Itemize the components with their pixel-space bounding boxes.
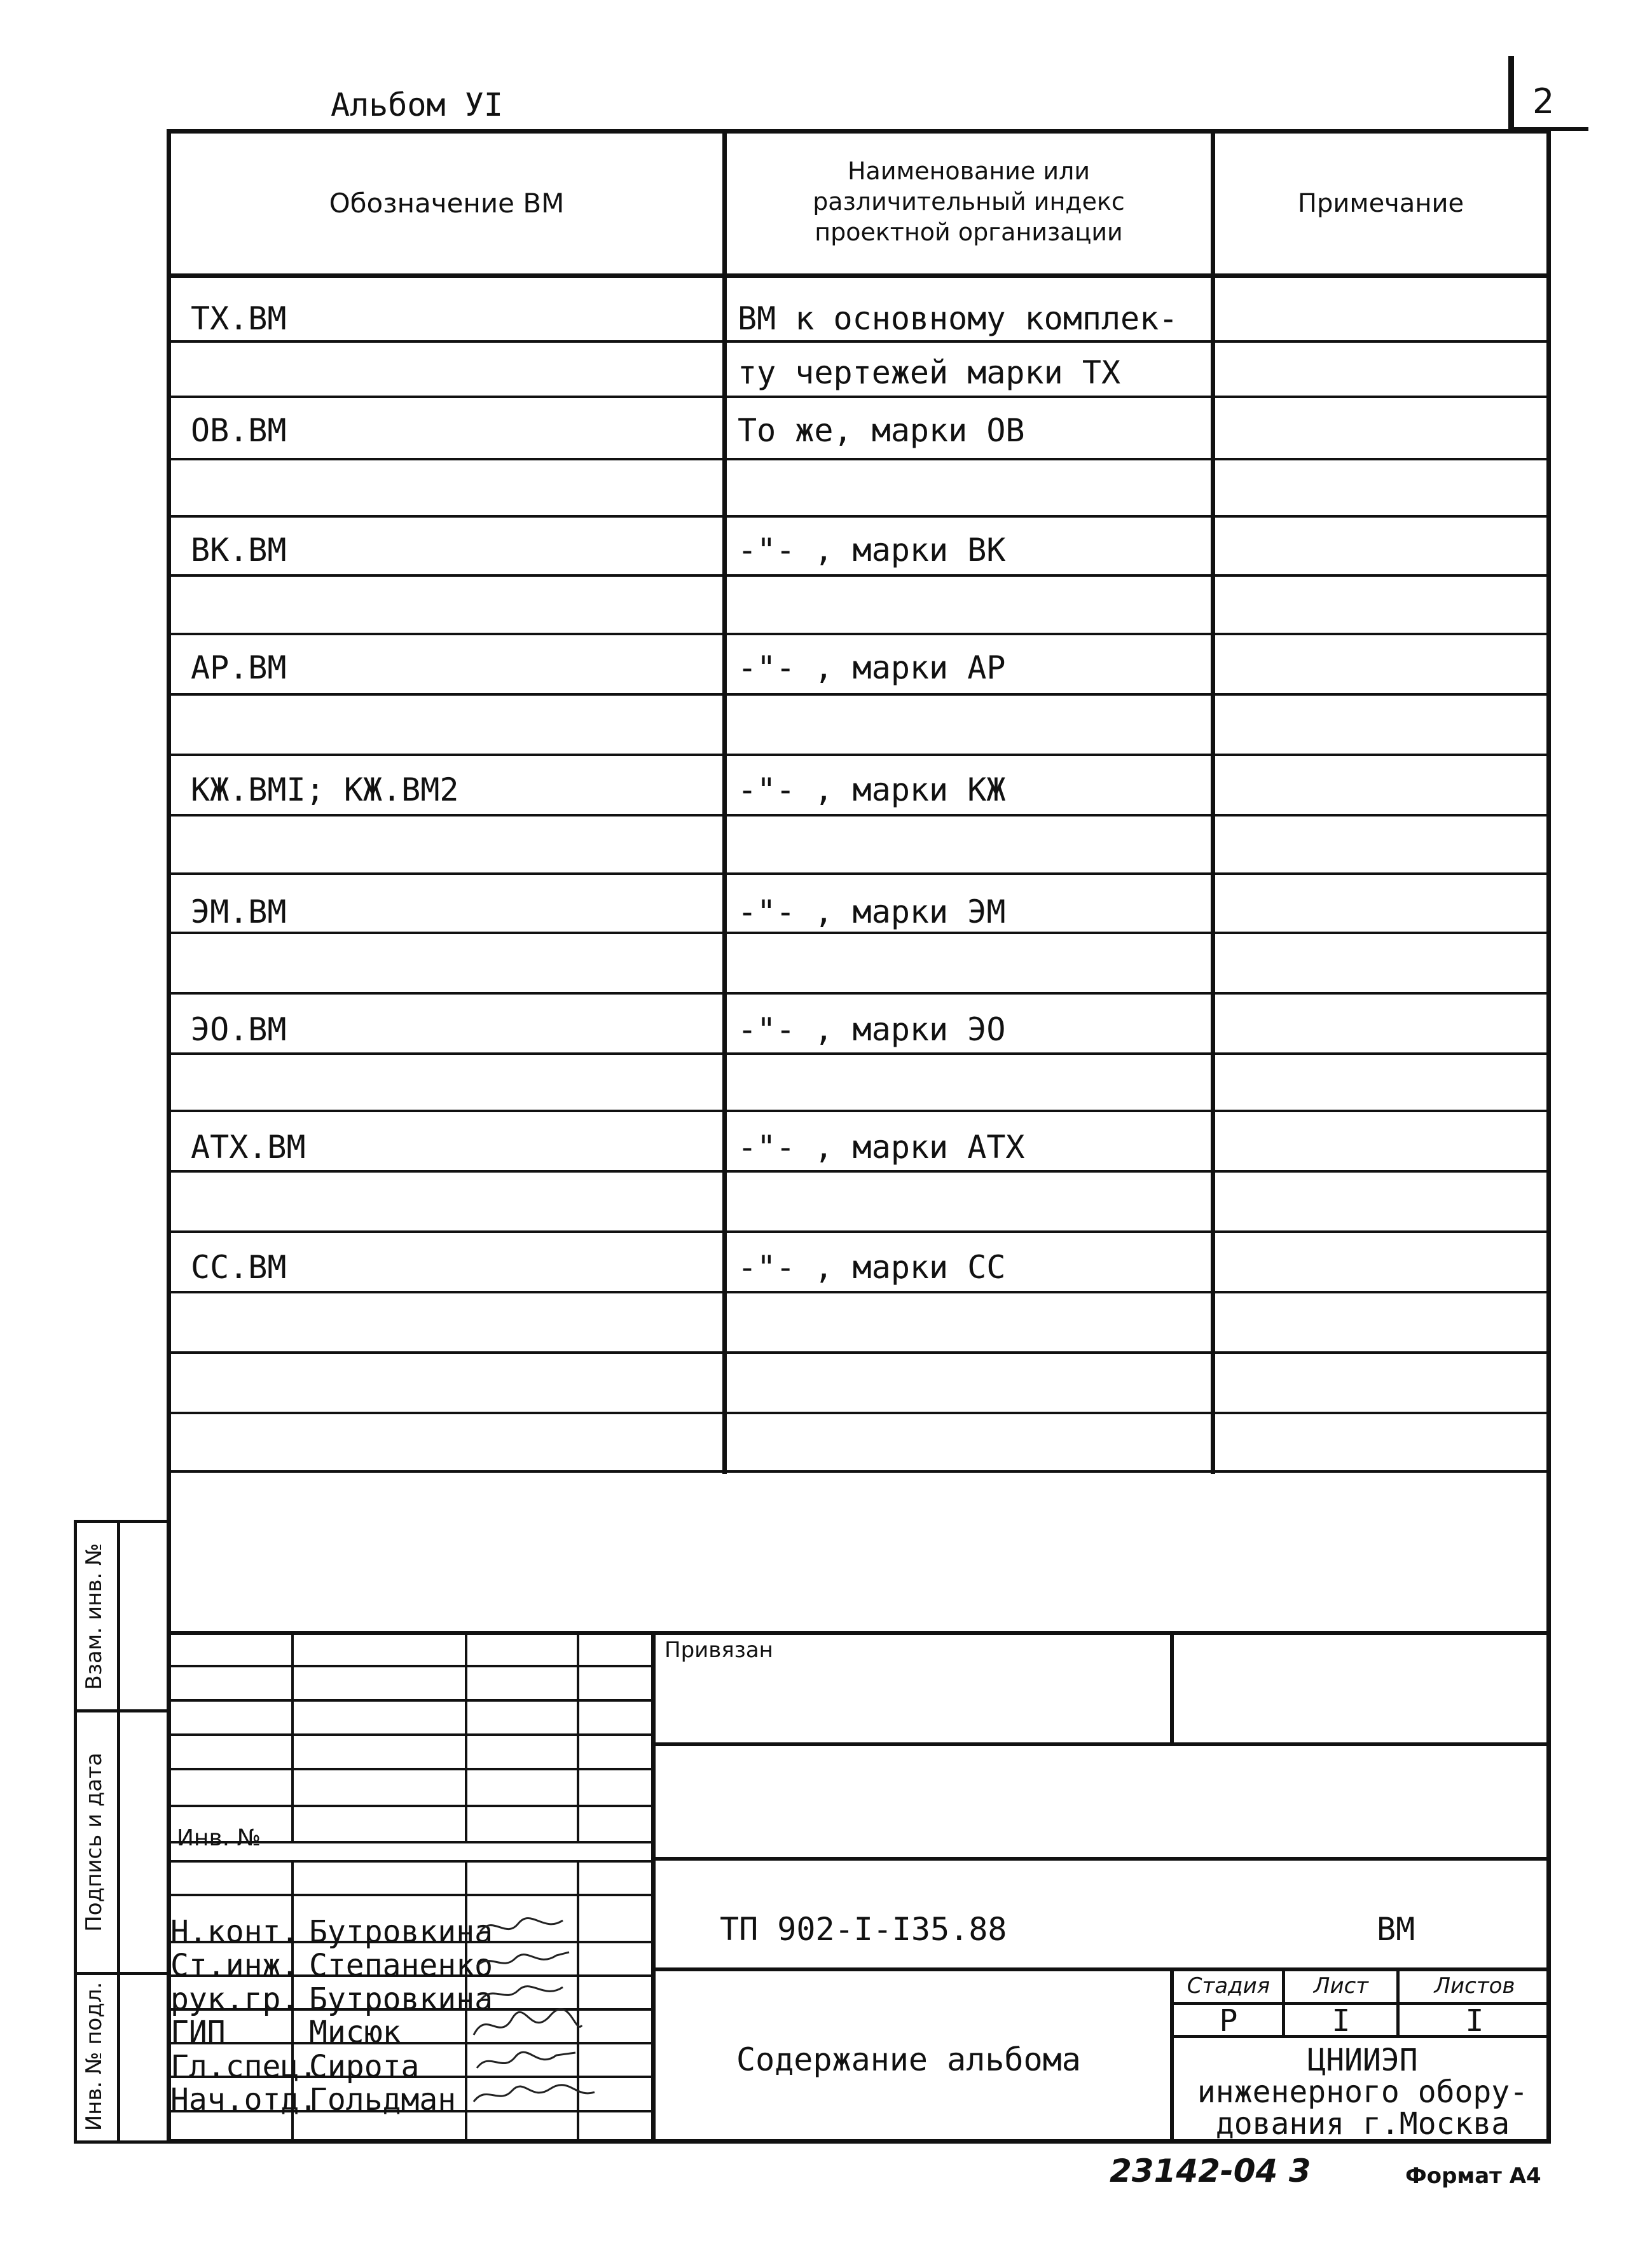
table-row-line bbox=[171, 754, 1546, 756]
org-line-2: инженерного обору- bbox=[1197, 2074, 1529, 2110]
signature-grid-line bbox=[171, 1733, 651, 1736]
table-row-line bbox=[171, 1291, 1546, 1293]
table-row-line bbox=[171, 1052, 1546, 1055]
row-code: СС.ВМ bbox=[191, 1249, 287, 1286]
signer-name: Гольдман bbox=[309, 2082, 457, 2118]
signer-role: Н.конт. bbox=[170, 1914, 299, 1950]
row-name: -"- , марки АР bbox=[738, 649, 1006, 686]
handwritten-signatures bbox=[467, 1908, 652, 2143]
frame-top-border bbox=[167, 129, 1551, 134]
table-row-line bbox=[171, 1170, 1546, 1173]
table-header-bottom-border bbox=[167, 273, 1551, 278]
row-code: КЖ.ВМI; КЖ.ВМ2 bbox=[191, 771, 459, 808]
header-note: Примечание bbox=[1297, 189, 1464, 218]
signer-role: Ст.инж. bbox=[170, 1948, 299, 1983]
inv-no-label: Инв. № bbox=[177, 1825, 261, 1851]
header-name-line3: проектной организации bbox=[815, 218, 1123, 246]
stage-block-left bbox=[1170, 1967, 1174, 2144]
signature-scribble bbox=[474, 2009, 582, 2035]
signer-role: ГИП bbox=[170, 2015, 226, 2050]
privyazan-divider bbox=[1170, 1631, 1174, 1746]
row-code: ВК.ВМ bbox=[191, 532, 287, 568]
handwritten-number: 23142-04 3 bbox=[1110, 2153, 1311, 2189]
row-name: -"- , марки ЭМ bbox=[738, 893, 1006, 930]
org-line-3: дования г.Москва bbox=[1215, 2106, 1510, 2142]
row-code: ЭО.ВМ bbox=[191, 1011, 287, 1048]
row-name: -"- , марки ВК bbox=[738, 532, 1006, 568]
side-stamp-inner-line bbox=[117, 1520, 120, 2144]
signature-grid-line bbox=[171, 1894, 651, 1896]
header-name-line1: Наименование или bbox=[847, 157, 1091, 185]
doc-code-bottom bbox=[651, 1967, 1551, 1971]
row-code: АТХ.ВМ bbox=[191, 1129, 306, 1166]
side-stamp-vzam: Взам. инв. № bbox=[81, 1543, 107, 1690]
side-stamp-outer-left bbox=[74, 1520, 77, 2144]
table-row-line bbox=[171, 1230, 1546, 1233]
title-block-vertical-main bbox=[651, 1631, 656, 2144]
signature-scribble bbox=[480, 1987, 563, 2001]
album-label: Альбом УI bbox=[331, 86, 503, 123]
sheets-label: Листов bbox=[1434, 1973, 1515, 1999]
doc-code-top bbox=[651, 1857, 1551, 1861]
doc-mark: ВМ bbox=[1377, 1911, 1415, 1948]
signature-scribble bbox=[477, 2052, 575, 2068]
side-stamp-podpis: Подпись и дата bbox=[81, 1753, 107, 1932]
row-code: ТХ.ВМ bbox=[191, 300, 287, 337]
table-row-line bbox=[171, 932, 1546, 934]
side-stamp-inv-podl: Инв. № подл. bbox=[81, 1981, 107, 2132]
sig-grid-col-1a bbox=[291, 1631, 294, 1841]
signer-name: Мисюк bbox=[309, 2015, 401, 2050]
header-name-line2: различительный индекс bbox=[813, 188, 1125, 216]
signer-role: Нач.отд. bbox=[170, 2082, 318, 2118]
row-name: То же, марки ОВ bbox=[738, 412, 1025, 449]
signature-grid-line bbox=[171, 1805, 651, 1807]
row-name: -"- , марки СС bbox=[738, 1249, 1006, 1286]
row-name: -"- , марки КЖ bbox=[738, 771, 1006, 808]
signer-role: Гл.спец. bbox=[170, 2049, 318, 2084]
table-row-line bbox=[171, 515, 1546, 518]
signature-grid-line bbox=[171, 1665, 651, 1667]
sig-grid-col-3a bbox=[577, 1631, 579, 1841]
privyazan-label: Привязан bbox=[664, 1637, 773, 1663]
table-row-line bbox=[171, 396, 1546, 398]
signer-name: Сирота bbox=[309, 2049, 420, 2084]
sheets-value: I bbox=[1465, 2003, 1484, 2039]
table-row-line bbox=[171, 992, 1546, 995]
table-row-line bbox=[171, 458, 1546, 460]
signature-grid-line bbox=[171, 1699, 651, 1702]
org-line-1: ЦНИИЭП bbox=[1307, 2043, 1418, 2078]
table-row-line bbox=[171, 1351, 1546, 1354]
table-row-line bbox=[171, 1470, 1546, 1473]
table-row-line bbox=[171, 814, 1546, 816]
sheet-label: Лист bbox=[1313, 1973, 1369, 1999]
frame-right-border bbox=[1546, 129, 1551, 2144]
row-code: АР.ВМ bbox=[191, 649, 287, 686]
header-name bbox=[727, 156, 1211, 247]
row-name: ту чертежей марки ТХ bbox=[738, 354, 1121, 391]
row-name: -"- , марки АТХ bbox=[738, 1129, 1025, 1166]
signature-grid-line bbox=[171, 1768, 651, 1770]
row-name: -"- , марки ЭО bbox=[738, 1011, 1006, 1048]
signature-scribble bbox=[474, 2085, 595, 2102]
signer-name: Степаненко bbox=[309, 1948, 493, 1983]
table-row-line bbox=[171, 1412, 1546, 1414]
table-row-line bbox=[171, 574, 1546, 577]
doc-title: Содержание альбома bbox=[736, 2041, 1081, 2078]
sheet-value: I bbox=[1332, 2003, 1351, 2039]
frame-left-border bbox=[167, 129, 171, 2144]
row-code: ЭМ.ВМ bbox=[191, 893, 287, 930]
page-number: 2 bbox=[1532, 81, 1555, 121]
privyazan-bottom bbox=[651, 1742, 1551, 1746]
table-row-line bbox=[171, 340, 1546, 343]
signer-name: Бутровкина bbox=[309, 1981, 493, 2017]
signer-name: Бутровкина bbox=[309, 1914, 493, 1950]
header-designation: Обозначение ВМ bbox=[329, 188, 565, 219]
signer-role: рук.гр. bbox=[170, 1981, 299, 2017]
table-col-divider-1 bbox=[722, 129, 727, 1474]
table-col-divider-2 bbox=[1211, 129, 1215, 1474]
format-label: Формат А4 bbox=[1405, 2163, 1541, 2189]
signature-scribble bbox=[477, 1952, 569, 1966]
row-name: ВМ к основному комплек- bbox=[738, 300, 1178, 337]
title-block-top-border bbox=[167, 1631, 1551, 1635]
stage-label: Стадия bbox=[1187, 1973, 1270, 1999]
signature-grid-line bbox=[171, 1860, 651, 1863]
sig-grid-col-2a bbox=[465, 1631, 467, 1841]
stage-col-divider-1 bbox=[1282, 1967, 1285, 2038]
table-row-line bbox=[171, 872, 1546, 875]
page-number-separator bbox=[1508, 56, 1514, 132]
signature-scribble bbox=[480, 1918, 563, 1932]
stage-col-divider-2 bbox=[1396, 1967, 1400, 2038]
stage-value: Р bbox=[1219, 2003, 1238, 2039]
doc-code: ТП 902-I-I35.88 bbox=[720, 1911, 1007, 1948]
table-row-line bbox=[171, 633, 1546, 635]
table-row-line bbox=[171, 693, 1546, 696]
table-row-line bbox=[171, 1110, 1546, 1112]
row-code: ОВ.ВМ bbox=[191, 412, 287, 449]
